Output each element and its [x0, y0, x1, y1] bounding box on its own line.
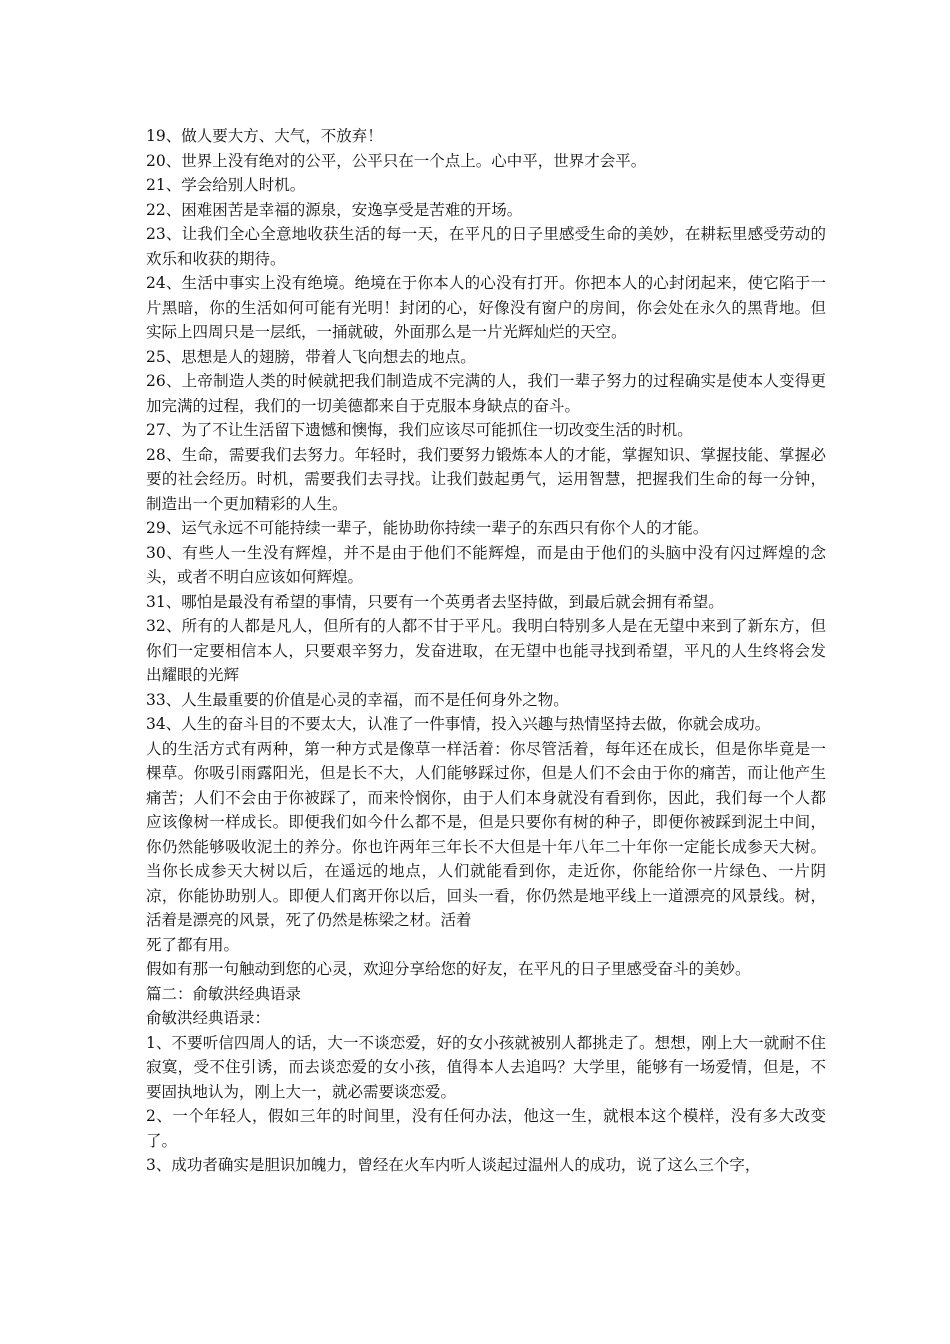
- paragraph-33: 33、人生最重要的价值是心灵的幸福，而不是任何身外之物。: [146, 690, 569, 709]
- paragraph-25: 25、思想是人的翅膀，带着人飞向想去的地点。: [146, 347, 476, 366]
- section-subheading: 俞敏洪经典语录：: [146, 1009, 271, 1027]
- paragraph-23: 23、让我们全心全意地收获生活的每一天，在平凡的日子里感受生命的美妙，在耕耘里感受劳动的欢乐和收获的期待。: [146, 225, 826, 268]
- paragraph-share-note: 假如有那一句触动到您的心灵，欢迎分享给您的好友，在平凡的日子里感受奋斗的美妙。: [146, 960, 751, 978]
- paragraph-tree-metaphor-end: 死了都有用。: [146, 935, 240, 954]
- paragraph-32: 32、所有的人都是凡人，但所有的人都不甘于平凡。我明白特别多人是在无望中来到了新东方，但你们一定要相信本人，只要艰辛努力，发奋进取，在无望中也能寻找到希望，平凡的人生终将会发出耀眼的光辉: [146, 617, 826, 684]
- paragraph-tree-metaphor: 人的生活方式有两种，第一种方式是像草一样活着：你尽管活着，每年还在成长，但是你毕竟是一棵草。你吸引雨露阳光，但是长不大，人们能够踩过你，但是人们不会由于你的痛苦，而让他产生痛苦；人们不会由于你被踩了，而来怜悯你，由于人们本身就没有看到你，因此，我们每一个人都应该像树一样成长。即便我们如今什么都不是，但是只要你有树的种子，即便你被踩到泥土中间，你仍然能够吸收泥土的养分。你也许两年三年长不大但是十年八年二十年你一定能长成参天大树。当你长成参天大树以后，在遥远的地点，人们就能看到你，走近你，你能给你一片绿色、一片阴凉，你能协助别人。即便人们离开你以后，回头一看，你仍然是地平线上一道漂亮的风景线。树，活着是漂亮的风景，死了仍然是栋梁之材。活着: [146, 739, 826, 929]
- document-body: [146, 124, 826, 1178]
- quote-3: 3、成功者确实是胆识加魄力，曾经在火车内听人谈起过温州人的成功，说了这么三个字，: [146, 1156, 761, 1174]
- paragraph-24: 24、生活中事实上没有绝境。绝境在于你本人的心没有打开。你把本人的心封闭起来，使它陷于一片黑暗，你的生活如何可能有光明！封闭的心，好像没有窗户的房间，你会处在永久的黑背地。但实际上四周只是一层纸，一捅就破，外面那么是一片光辉灿烂的天空。: [146, 274, 826, 341]
- paragraph-29: 29、运气永远不可能持续一辈子，能协助你持续一辈子的东西只有你个人的才能。: [146, 519, 709, 537]
- paragraph-30: 30、有些人一生没有辉煌，并不是由于他们不能辉煌，而是由于他们的头脑中没有闪过辉煌的念头，或者不明白应该如何辉煌。: [146, 543, 826, 586]
- quote-1: 1、不要听信四周人的话，大一不谈恋爱，好的女小孩就被别人都挑走了。想想，刚上大一就耐不住寂寞，受不住引诱，而去谈恋爱的女小孩，值得本人去追吗？大学里，能够有一场爱情，但是，不要固执地认为，刚上大一，就必需要谈恋爱。: [146, 1033, 826, 1101]
- paragraph-34: 34、人生的奋斗目的不要太大，认准了一件事情，投入兴趣与热情坚持去做，你就会成功。: [146, 715, 771, 733]
- paragraph-20: 20、世界上没有绝对的公平，公平只在一个点上。心中平，世界才会平。: [146, 151, 647, 170]
- paragraph-19: 19、做人要大方、大气，不放弃！: [146, 127, 383, 145]
- paragraph-26: 26、上帝制造人类的时候就把我们制造成不完满的人，我们一辈子努力的过程确实是使本人变得更加完满的过程，我们的一切美德都来自于克服本身缺点的奋斗。: [146, 372, 826, 415]
- paragraph-22: 22、困难困苦是幸福的源泉，安逸享受是苦难的开场。: [146, 200, 523, 219]
- section-heading: 篇二：俞敏洪经典语录: [146, 984, 302, 1003]
- paragraph-31: 31、哪怕是最没有希望的事情，只要有一个英勇者去坚持做，到最后就会拥有希望。: [146, 592, 724, 611]
- paragraph-28: 28、生命，需要我们去努力。年轻时，我们要努力锻炼本人的才能，掌握知识、掌握技能、掌握必要的社会经历。时机，需要我们去寻找。让我们鼓起勇气，运用智慧，把握我们生命的每一分钟，制造出一个更加精彩的人生。: [146, 445, 826, 513]
- quote-2: 2、一个年轻人，假如三年的时间里，没有任何办法，他这一生，就根本这个模样，没有多大改变了。: [146, 1107, 826, 1150]
- paragraph-27: 27、为了不让生活留下遗憾和懊悔，我们应该尽可能抓住一切改变生活的时机。: [146, 421, 693, 439]
- paragraph-21: 21、学会给别人时机。: [146, 176, 306, 194]
